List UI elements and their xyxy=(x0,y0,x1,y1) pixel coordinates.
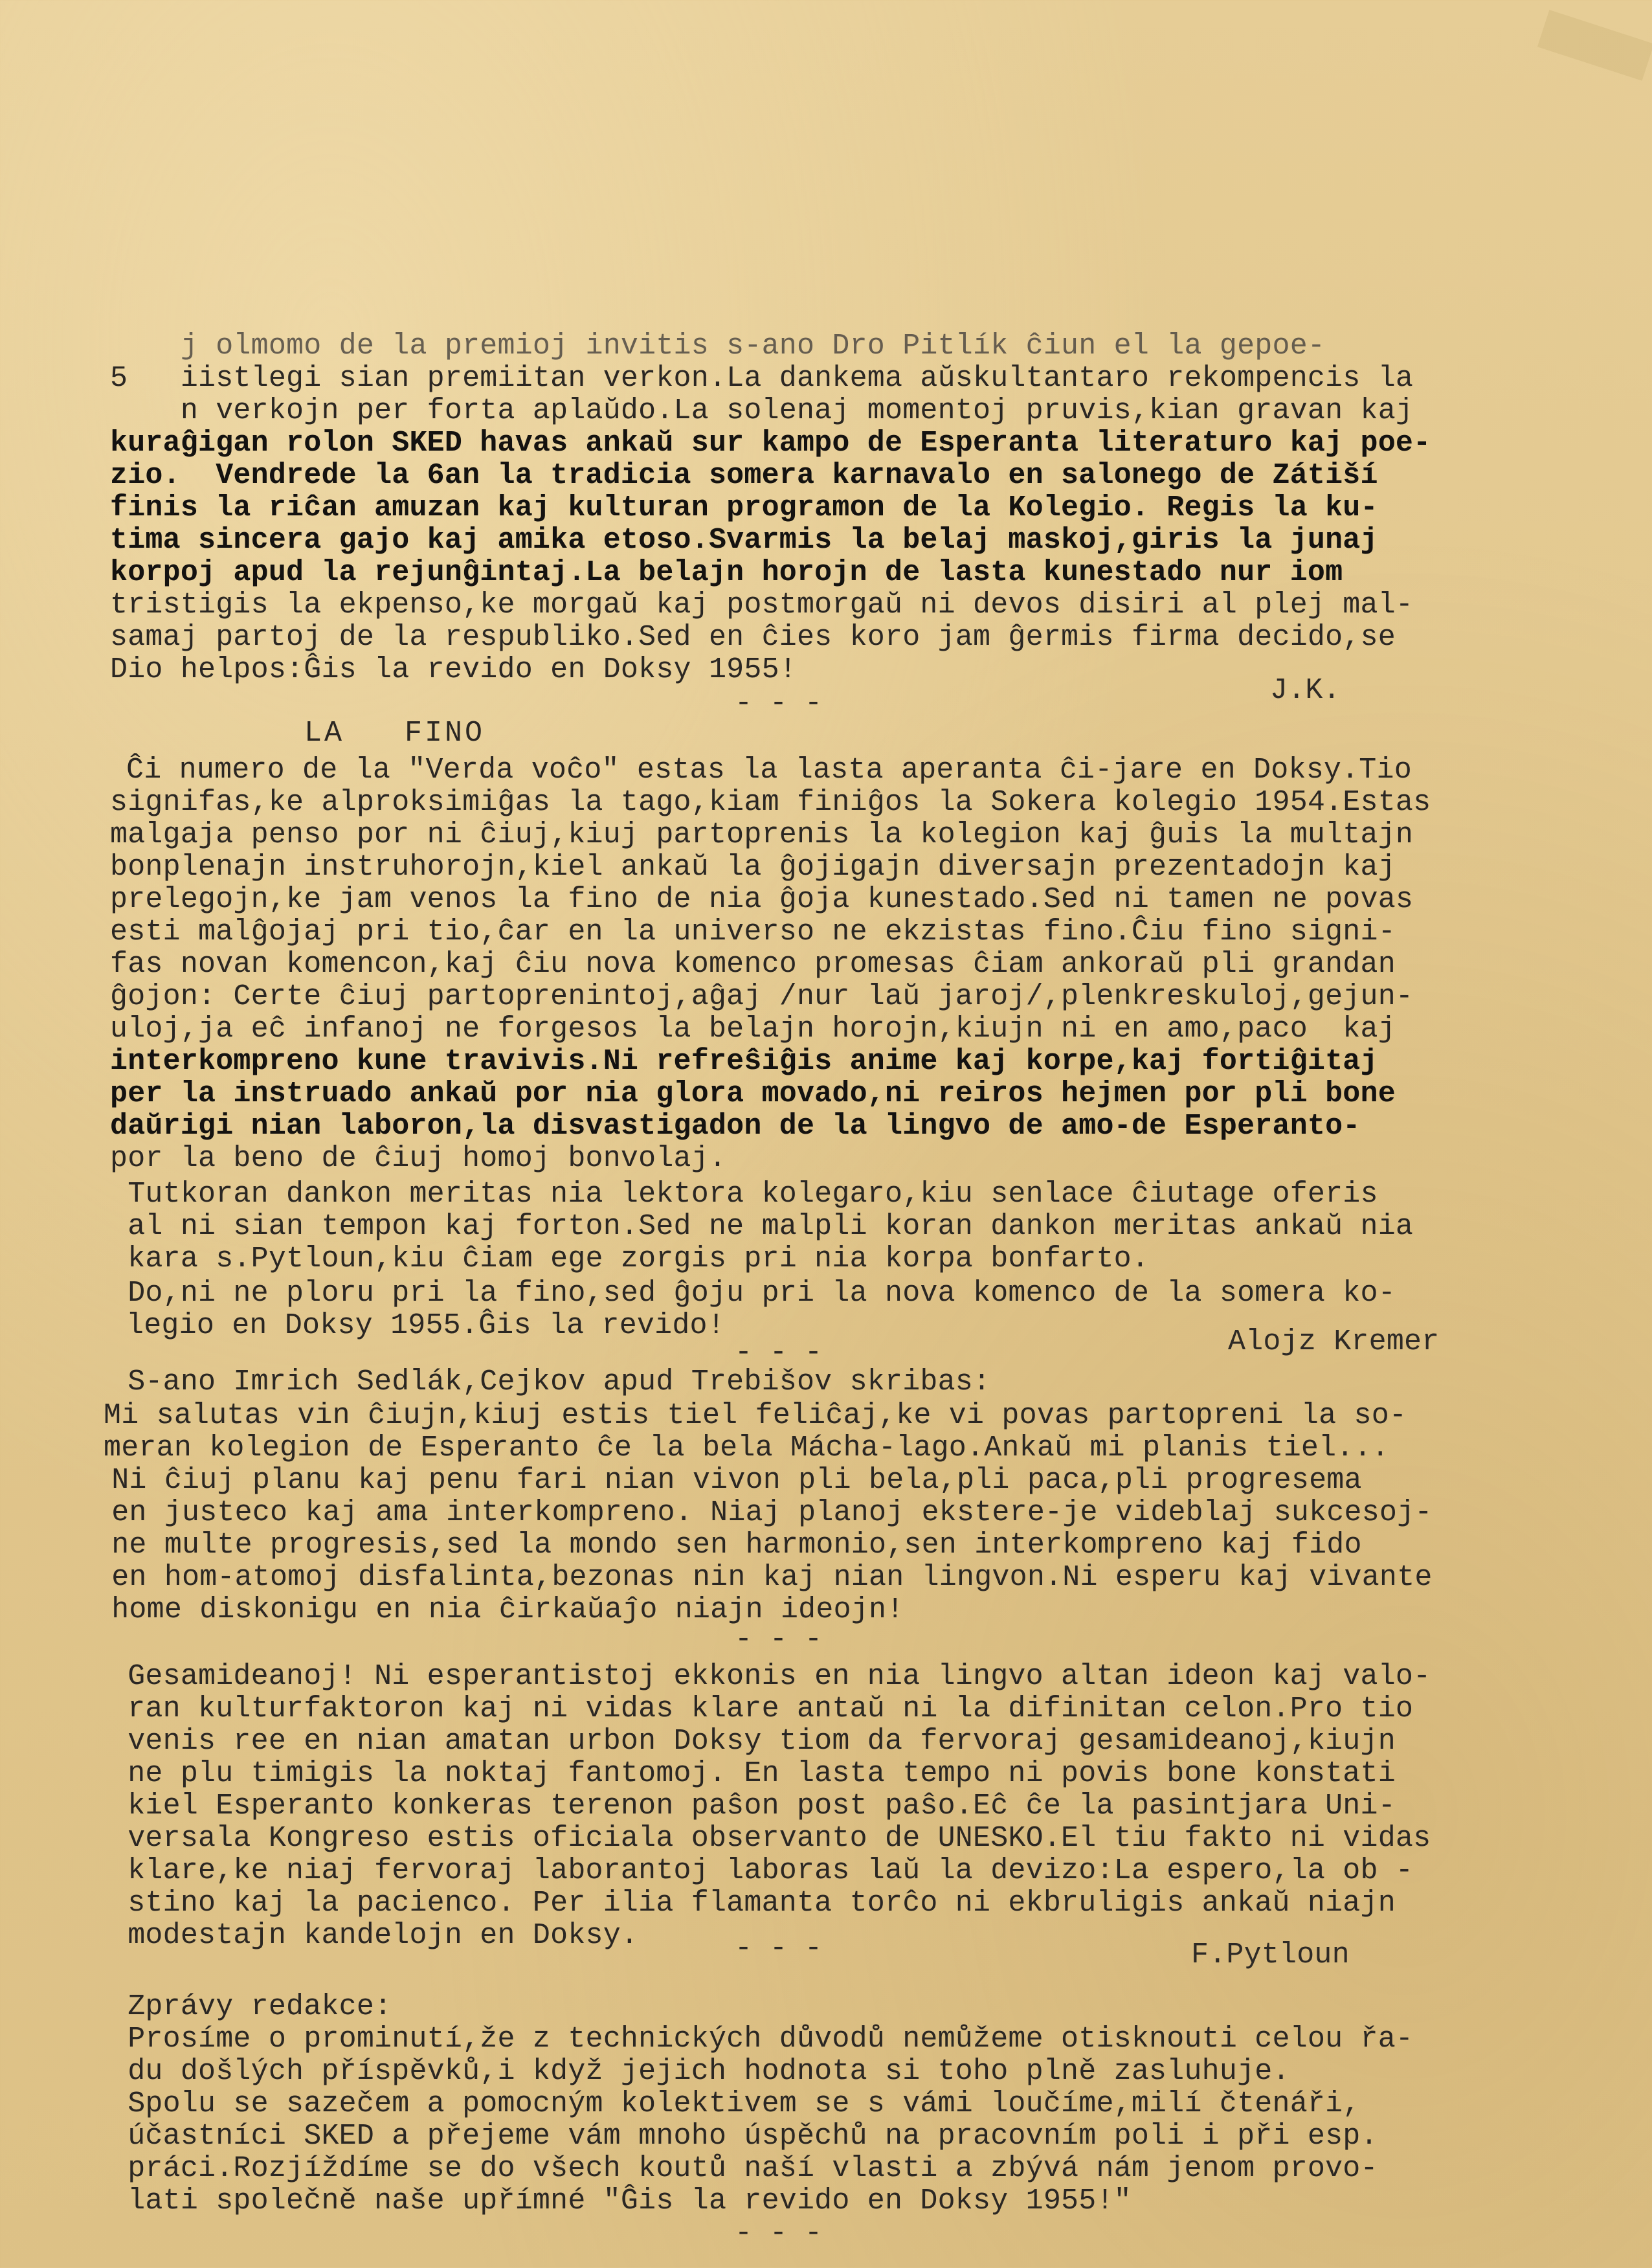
text-line: kara s.Pytloun,kiu ĉiam ege zorgis pri nia korpa bonfarto. xyxy=(110,1242,1150,1275)
text-line: ĝojon: Certe ĉiuj partoprenintoj,aĝaj /nur laŭ jaroj/,plenkreskuloj,gejun- xyxy=(110,980,1414,1013)
text-line: home diskonigu en nia ĉirkaŭaĵo niajn ideojn! xyxy=(94,1593,904,1626)
text-line: per la instruado ankaŭ por nia glora movado,ni reiros hejmen por pli bone xyxy=(110,1077,1396,1110)
text-line: Dio helpos:Ĝis la revido en Doksy 1955! xyxy=(110,653,797,686)
text-line: tristigis la ekpenso,ke morgaŭ kaj postmorgaŭ ni devos disiri al plej mal- xyxy=(110,589,1414,622)
text-line: klare,ke niaj fervoraj laborantoj laboras laŭ la devizo:La espero,la ob - xyxy=(110,1854,1414,1887)
text-line: en hom-atomoj disfalinta,bezonas nin kaj nian lingvon.Ni esperu kaj vivante xyxy=(94,1561,1433,1594)
text-line: kiel Esperanto konkeras terenon paŝon post paŝo.Eĉ ĉe la pasintjara Uni- xyxy=(110,1790,1396,1823)
text-line: Do,ni ne ploru pri la fino,sed ĝoju pri la nova komenco de la somera ko- xyxy=(110,1277,1396,1310)
text-line: Tutkoran dankon meritas nia lektora kolegaro,kiu senlace ĉiutage oferis xyxy=(110,1178,1378,1211)
text-line: ran kulturfaktoron kaj ni vidas klare antaŭ ni la difinitan celon.Pro tio xyxy=(110,1692,1414,1725)
signature-jk: J.K. xyxy=(1270,674,1341,707)
text-line: uloj,ja eĉ infanoj ne forgesos la belajn horojn,kiujn ni en amo,paco kaj xyxy=(110,1013,1396,1046)
text-line: S-ano Imrich Sedlák,Cejkov apud Trebišov skribas: xyxy=(110,1365,991,1398)
text-line: tima sincera gajo kaj amika etoso.Svarmis la belaj maskoj,giris la junaj xyxy=(110,524,1378,557)
text-line: n verkojn per forta aplaŭdo.La solenaj momentoj pruvis,kian gravan kaj xyxy=(110,394,1414,427)
text-line: j olmomo de la premioj invitis s-ano Dro Pitlík ĉiun el la gepoe- xyxy=(110,330,1326,363)
text-line: samaj partoj de la respubliko.Sed en ĉies koro jam ĝermis firma decido,se xyxy=(110,621,1396,654)
signature-alojz-kremer: Alojz Kremer xyxy=(1228,1325,1440,1358)
text-line: venis ree en nian amatan urbon Doksy tiom da fervoraj gesamideanoj,kiujn xyxy=(110,1725,1396,1758)
text-line: en justeco kaj ama interkompreno. Niaj planoj ekstere-je videblaj sukcesoj- xyxy=(94,1496,1433,1529)
text-line: legio en Doksy 1955.Ĝis la revido! xyxy=(126,1309,725,1342)
text-line: signifas,ke alproksimiĝas la tago,kiam finiĝos la Sokera kolegio 1954.Estas xyxy=(110,786,1431,819)
text-line: lati společně naše upřímné "Ĝis la revido en Doksy 1955!" xyxy=(110,2184,1132,2217)
text-line: ne plu timigis la noktaj fantomoj. En lasta tempo ni povis bone konstati xyxy=(110,1757,1396,1790)
text-line: Mi salutas vin ĉiujn,kiuj estis tiel feliĉaj,ke vi povas partopreni la so- xyxy=(104,1399,1407,1432)
signature-f-pytloun: F.Pytloun xyxy=(1191,1938,1350,1971)
text-line: korpoj apud la rejunĝintaj.La belajn horojn de lasta kunestado nur iom xyxy=(110,556,1343,589)
text-line: al ni sian tempon kaj forton.Sed ne malpli koran dankon meritas ankaŭ nia xyxy=(110,1210,1414,1243)
separator: - - - xyxy=(735,1623,823,1656)
text-line: zio. Vendrede la 6an la tradicia somera karnavalo en salonego de Zátiší xyxy=(110,459,1378,492)
text-line: kuraĝigan rolon SKED havas ankaŭ sur kampo de Esperanta literaturo kaj poe- xyxy=(110,427,1431,460)
text-line: ne multe progresis,sed la mondo sen harmonio,sen interkompreno kaj fido xyxy=(94,1529,1362,1562)
text-line: interkompreno kune travivis.Ni refreŝiĝis anime kaj korpe,kaj fortiĝitaj xyxy=(110,1045,1378,1078)
text-line: malgaja penso por ni ĉiuj,kiuj partoprenis la kolegion kaj ĝuis la multajn xyxy=(110,818,1414,851)
text-line: esti malĝojaj pri tio,ĉar en la universo ne ekzistas fino.Ĉiu fino signi- xyxy=(110,915,1396,949)
text-line: Ĉi numero de la "Verda voĉo" estas la lasta aperanta ĉi-jare en Doksy.Tio xyxy=(126,754,1412,787)
separator: - - - xyxy=(735,687,823,720)
section-heading: Zprávy redakce: xyxy=(110,1990,392,2023)
text-line: modestajn kandelojn en Doksy. xyxy=(110,1919,639,1952)
text-line: meran kolegion de Esperanto ĉe la bela Mácha-lago.Ankaŭ mi planis tiel... xyxy=(104,1432,1389,1465)
text-line: stino kaj la pacienco. Per ilia flamanta torĉo ni ekbruligis ankaŭ niajn xyxy=(110,1887,1396,1920)
separator: - - - xyxy=(735,1932,823,1965)
text-line: bonplenajn instruhorojn,kiel ankaŭ la ĝojigajn diversajn prezentadojn kaj xyxy=(110,851,1396,884)
text-line: daŭrigi nian laboron,la disvastigadon de la lingvo de amo-de Esperanto- xyxy=(110,1110,1361,1143)
text-line: 5 iistlegi sian premiitan verkon.La dankema aŭskultantaro rekompencis la xyxy=(110,362,1414,395)
text-line: fas novan komencon,kaj ĉiu nova komenco promesas ĉiam ankoraŭ pli grandan xyxy=(110,948,1396,981)
text-line: por la beno de ĉiuj homoj bonvolaj. xyxy=(110,1142,727,1175)
text-line: Prosíme o prominutí,že z technických důvodů nemůžeme otisknouti celou řa- xyxy=(110,2023,1414,2056)
paper-stain xyxy=(1537,10,1652,81)
separator: - - - xyxy=(735,2217,823,2250)
separator: - - - xyxy=(735,1336,823,1369)
section-heading: LA FINO xyxy=(304,717,486,750)
text-line: Spolu se sazečem a pomocným kolektivem se s vámi loučíme,milí čtenáři, xyxy=(110,2087,1361,2120)
text-line: práci.Rozjíždíme se do všech koutů naší vlasti a zbývá nám jenom provo- xyxy=(110,2152,1378,2185)
text-line: Ni ĉiuj planu kaj penu fari nian vivon pli bela,pli paca,pli progresema xyxy=(94,1464,1362,1497)
text-line: Gesamideanoj! Ni esperantistoj ekkonis en nia lingvo altan ideon kaj valo- xyxy=(110,1660,1431,1693)
text-line: prelegojn,ke jam venos la fino de nia ĝoja kunestado.Sed ni tamen ne povas xyxy=(110,883,1414,916)
text-line: du došlých příspěvků,i když jejich hodnota si toho plně zasluhuje. xyxy=(110,2055,1290,2088)
text-line: finis la riĉan amuzan kaj kulturan programon de la Kolegio. Regis la ku- xyxy=(110,491,1378,524)
text-line: versala Kongreso estis oficiala observanto de UNESKO.El tiu fakto ni vidas xyxy=(110,1822,1431,1855)
text-line: účastníci SKED a přejeme vám mnoho úspěchů na pracovním poli i při esp. xyxy=(110,2120,1378,2153)
